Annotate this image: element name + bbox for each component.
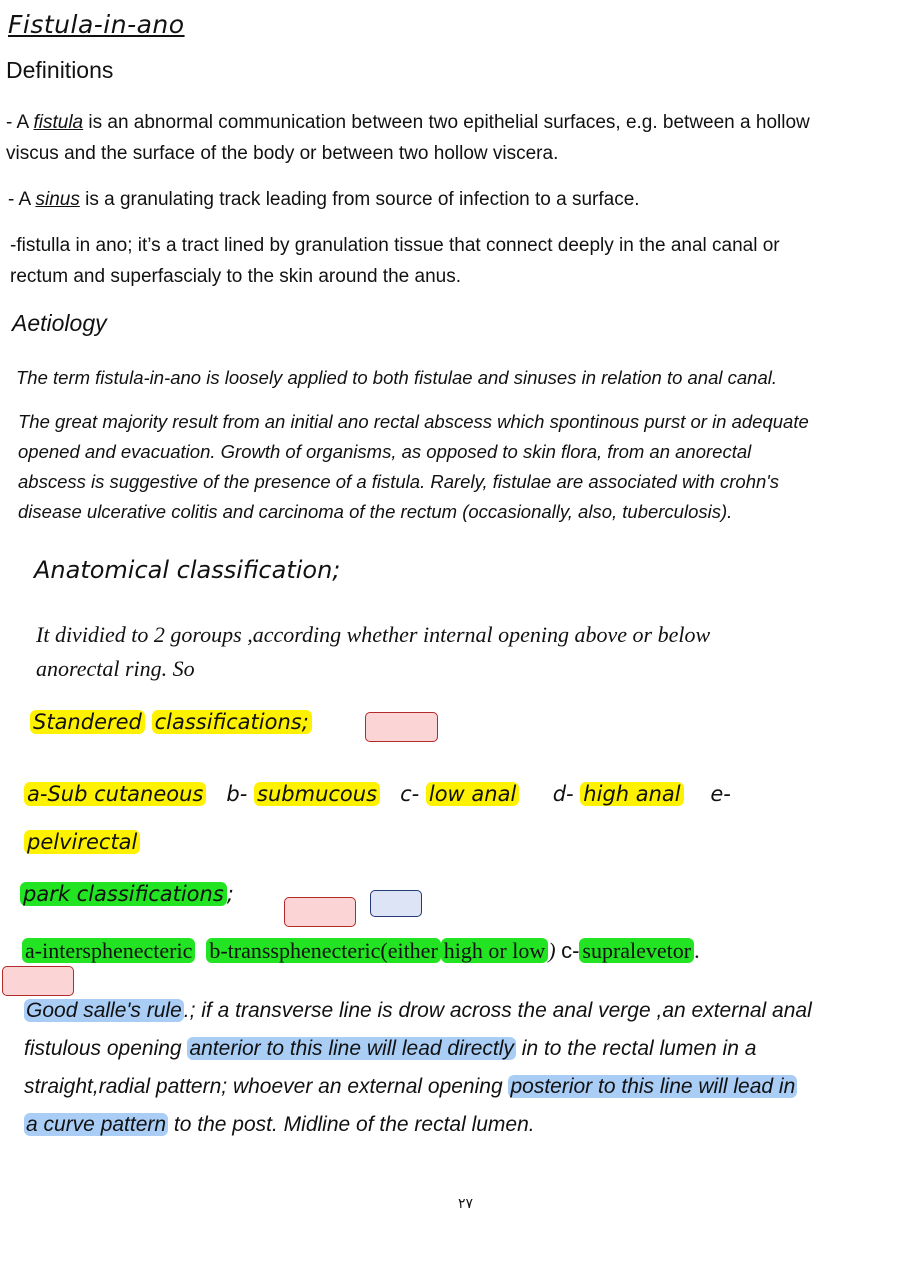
goodsall-rule-name: Good salle's rule (26, 999, 182, 1022)
definitions-heading: Definitions (6, 57, 114, 83)
page-number: ٢٧ (458, 1196, 474, 1212)
park-classifications-list: a-intersphenecteric b-transsphenecteric(either high or low ) c- supralevetor . (22, 938, 700, 964)
anatomical-heading: Anatomical classification; (34, 556, 341, 584)
sinus-term: sinus (35, 189, 80, 210)
red-annotation-box-1 (365, 712, 438, 742)
aetiology-paragraph-1: The term fistula-in-ano is loosely applied to both fistulae and sinuses in relation to anal canal. (16, 367, 777, 388)
page-title: Fistula-in-ano (8, 10, 185, 39)
goodsall-rule-paragraph: Good salle's rule.; if a transverse line is drow across the anal verge ,an external anal fistulous opening anterior to this line will lead directly in to the rectal lumen in a straight,radial pattern; whoever an external opening posterior to this line will lead in a curve pattern to the post. Midline of the rectal lumen. (24, 999, 812, 1136)
std-a: a-Sub cutaneous (24, 782, 206, 806)
park-c: supralevetor (579, 938, 694, 963)
sinus-definition: - A sinus is a granulating track leading from source of infection to a surface. (8, 189, 640, 210)
red-annotation-box-2 (284, 897, 356, 927)
fistula-term: fistula (33, 112, 84, 133)
park-a: a-intersphenecteric (22, 938, 195, 963)
fistula-in-ano-definition: -fistulla in ano; it’s a tract lined by granulation tissue that connect deeply in the anal canal or rectum and superfascialy to the skin around the anus. (10, 235, 780, 287)
std-b: submucous (254, 782, 380, 806)
park-b2: high or low (441, 938, 548, 963)
fistula-definition: - A fistula is an abnormal communication between two epithelial surfaces, e.g. between a hollow viscus and the surface of the body or between two hollow viscera. (6, 112, 810, 164)
park-classifications-heading: park classifications ; (20, 882, 234, 906)
park-b: b-transsphenecteric(either (206, 938, 440, 963)
aetiology-paragraph-2: The great majority result from an initial ano rectal abscess which spontinous purst or in adequate opened and evacuation. Growth of organisms, as opposed to skin flora, from an anorectal abscess is suggestive of the presence of a fistula. Rarely, fistulae are associated with crohn's disease ulcerative colitis and carcinoma of the rectum (occasionally, also, tuberculosis). (18, 411, 809, 522)
std-e: pelvirectal (24, 830, 140, 854)
aetiology-heading: Aetiology (12, 310, 107, 336)
std-c: low anal (426, 782, 519, 806)
blue-annotation-box (370, 890, 422, 917)
anatomical-intro: It dividied to 2 goroups ,according whether internal opening above or below anorectal ring. So (36, 622, 711, 681)
standard-classifications-list: a-Sub cutaneous b- submucous c- low anal d- high anal e- pelvirectal (24, 770, 884, 866)
standard-classifications-heading: Standered classifications; (30, 710, 312, 734)
std-d: high anal (580, 782, 683, 806)
